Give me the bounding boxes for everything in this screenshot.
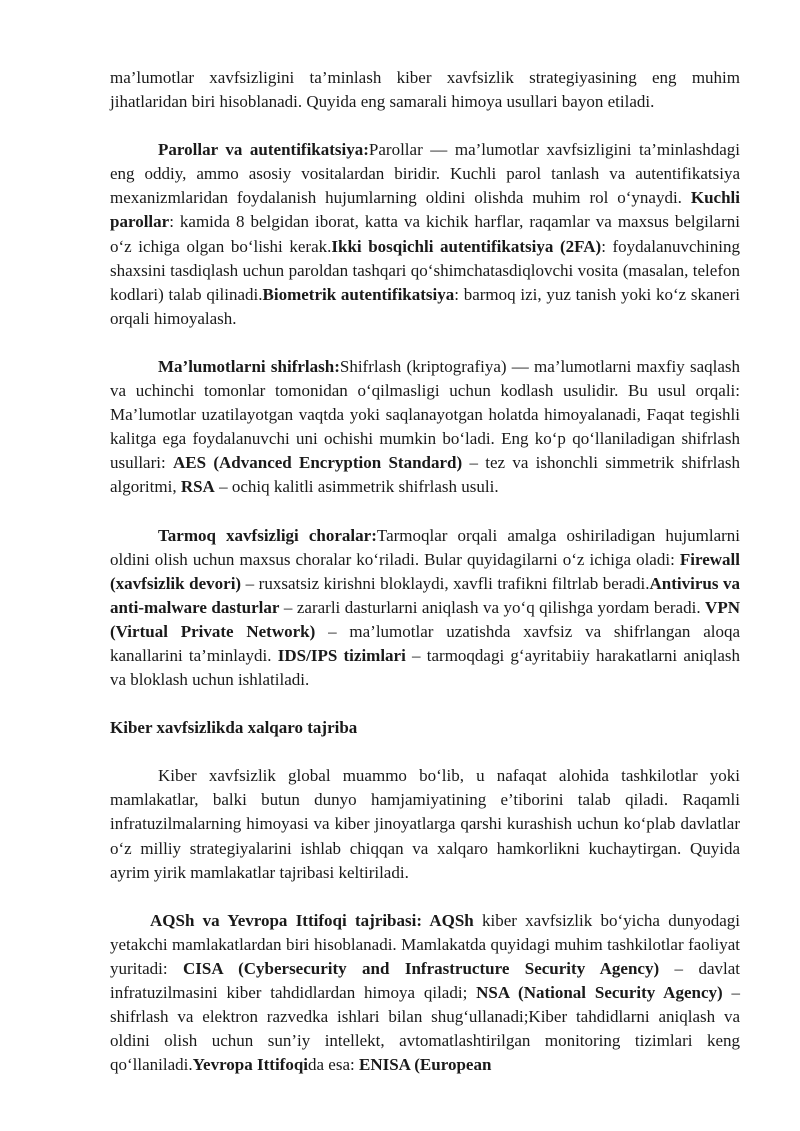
text: Kiber xavfsizlik global muammo bo‘lib, u nafaqat alohida tashkilotlar yoki mamlakatlar, balki butun dunyo hamjamiyatining e’tiborini talab qiladi. Raqamli infratuzilmalarning himoyasi va kiber jinoyatlarga qarshi kurashish uchun ko‘plab davlatlar o‘z milliy strategiyalarini ishlab chiqqan va xalqaro hamkorlikni kuchaytirgan. Quyida ayrim yirik mamlakatlar tajribasi keltiriladi. (110, 766, 740, 882)
bold-term: Antivirus va anti-malware dasturlar (110, 573, 740, 617)
text: – tez va ishonchli simmetrik shifrlash algoritmi, (110, 453, 741, 497)
paragraph-network (110, 524, 740, 693)
text: – tarmoqdagi g‘ayritabiiy harakatlarni aniqlash va bloklash uchun ishlatiladi. (110, 645, 740, 690)
text: Tarmoqlar orqali amalga oshiriladigan hujumlarni oldini olish uchun maxsus choralar ko‘riladi. Bular quyidagilarni o‘z ichiga oladi: (110, 525, 740, 569)
paragraph-passwords (110, 138, 740, 331)
text: – ochiq kalitli asimmetrik shifrlash usuli. (214, 477, 499, 497)
bold-term: AES (Advanced Encryption Standard) (173, 453, 463, 473)
text: kiber xavfsizlik bo‘yicha dunyodagi yetakchi mamlakatlardan biri hisoblanadi. Mamlakatda quyidagi muhim tashkilotlar faoliyat yuritadi: (110, 910, 740, 978)
text: ma’lumotlar xavfsizligini ta’minlash kiber xavfsizlik strategiyasining eng muhim jihatlaridan biri hisoblanadi. Quyida eng samarali himoya usullari bayon etiladi. (110, 68, 740, 112)
bold-term: NSA (National Security Agency) (476, 983, 723, 1002)
bold-term: Kuchli parollar (110, 188, 740, 232)
bold-term: Biometrik autentifikatsiya (262, 284, 455, 304)
text: : kamida 8 belgidan iborat, katta va kichik harflar, raqamlar va maxsus belgilarni o‘z ichiga olgan bo‘lishi kerak. (110, 212, 740, 256)
paragraph-usa-eu (110, 909, 740, 1078)
bold-term: VPN (Virtual Private Network) (110, 597, 740, 641)
bold-term: Ikki bosqichli autentifikatsiya (2FA) (331, 236, 602, 256)
document-page (110, 66, 740, 1077)
bold-term: Firewall (xavfsizlik devori) (110, 549, 740, 593)
bold-term: CISA (Cybersecurity and Infrastructure Security Agency) (183, 958, 660, 978)
text: – ruxsatsiz kirishni bloklaydi, xavfli trafikni filtrlab beradi. (241, 573, 650, 593)
bold-term: IDS/IPS tizimlari (277, 645, 406, 665)
text: – davlat infratuzilmasini kiber tahdidlardan himoya qiladi; (110, 958, 740, 1002)
paragraph-global (110, 764, 740, 884)
text: Shifrlash (kriptografiya) — ma’lumotlarni maxfiy saqlash va uchinchi tomonlar tomonidan o‘qilmasligi uchun kodlash usulidir. Bu usul orqali: Ma’lumotlar uzatilayotgan vaqtda yoki saqlanayotgan holatda himoyalanadi, Faqat tegishli kalitga ega foydalanuvchi uni ochishi mumkin bo‘ladi. Eng ko‘p qo‘llaniladigan shifrlash usullari: (110, 356, 740, 473)
bold-term: RSA (180, 477, 215, 497)
text: : barmoq izi, yuz tanish yoki ko‘z skaneri orqali himoyalash. (110, 284, 740, 328)
bold-term: AQSh va Yevropa Ittifoqi tajribasi: AQSh (150, 910, 474, 930)
text: : foydalanuvchining shaxsini tasdiqlash uchun paroldan tashqari qo‘shimchatasdiqlovchi vosita (masalan, telefon kodlari) talab qilinadi. (110, 236, 740, 304)
bold-term: ENISA (European (359, 1055, 492, 1075)
bold-term: Tarmoq xavfsizligi choralar: (158, 525, 377, 545)
bold-term: Yevropa Ittifoqi (192, 1055, 309, 1075)
text: – ma’lumotlar uzatishda xavfsiz va shifrlangan aloqa kanallarini ta’minlaydi. (110, 621, 741, 665)
text: da esa: (308, 1055, 359, 1075)
paragraph-intro (110, 66, 740, 114)
text: Parollar — ma’lumotlar xavfsizligini ta’minlashdagi eng oddiy, ammo asosiy vositalardan biridir. Kuchli parol tanlash va autentifikatsiya mexanizmlaridan foydalanish hujumlarning oldini olishda muhim rol o‘ynaydi. (110, 140, 740, 208)
paragraph-encryption (110, 355, 740, 500)
bold-term: Ma’lumotlarni shifrlash: (158, 356, 340, 376)
bold-term: Parollar va autentifikatsiya: (158, 140, 369, 160)
section-heading: Kiber xavfsizlikda xalqaro tajriba (110, 718, 358, 738)
text: – zararli dasturlarni aniqlash va yo‘q qilishga yordam beradi. (279, 597, 706, 617)
text: – shifrlash va elektron razvedka ishlari bilan shug‘ullanadi;Kiber tahdidlarni aniqlash va oldini olish uchun sun’iy intellekt, avtomatlashtirilgan monitoring tizimlari keng qo‘llaniladi. (110, 983, 741, 1075)
